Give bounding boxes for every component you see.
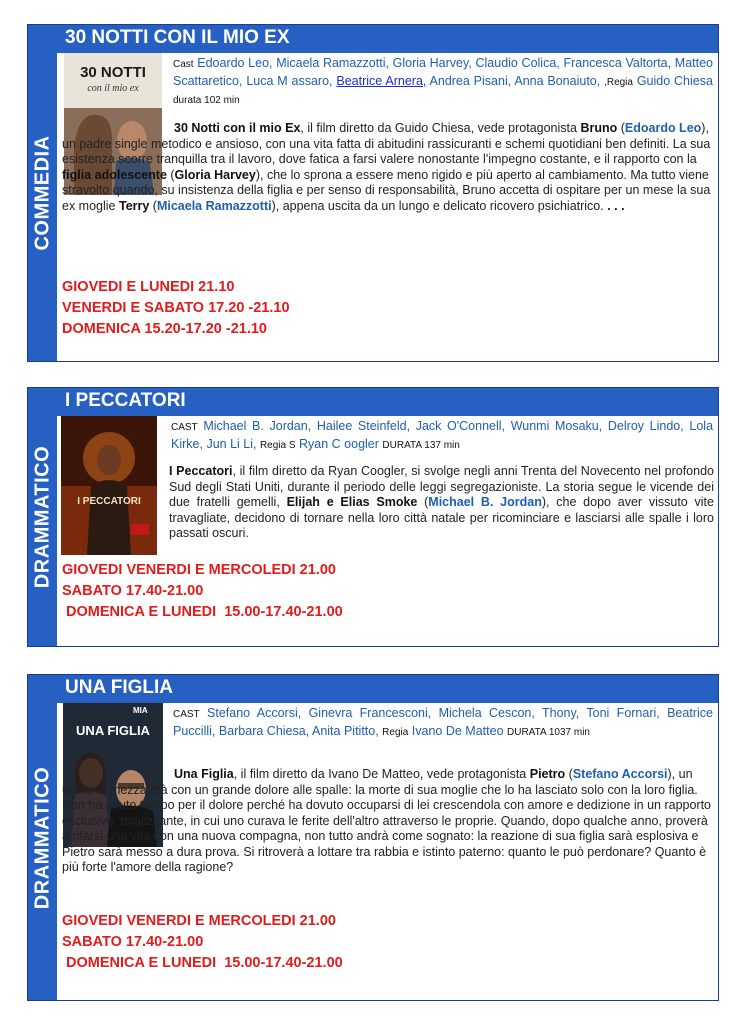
cast-member: Hailee Steinfeld, xyxy=(316,419,411,433)
cast-member: Claudio Colica, xyxy=(475,56,560,70)
plot-ellipsis: . . . xyxy=(603,198,625,213)
plot-film-title: I Peccatori xyxy=(169,464,233,478)
cast-member: Luca M assaro, xyxy=(246,74,333,88)
film-poster xyxy=(61,416,157,555)
director: Ivano De Matteo xyxy=(411,724,504,738)
schedule-line: DOMENICA 15.20-17.20 -21.10 xyxy=(62,321,267,337)
cast-member: Anita Pititto, xyxy=(311,724,379,738)
plot-fragment: ), che dopo aver vissuto vite travagliate, decidono di tornare nella loro città natale per ricominciare e lasciarsi alle spalle i loro passati oscuri. xyxy=(169,495,714,540)
poster-subtitle: con il mio ex xyxy=(87,83,139,94)
schedule xyxy=(62,560,343,623)
duration: DURATA 137 min xyxy=(382,440,460,451)
plot-fragment: ( xyxy=(166,167,175,182)
schedule-line: GIOVEDI VENERDI E MERCOLEDI 21.00 xyxy=(62,913,336,929)
cast-member: Toni Fornari, xyxy=(586,706,660,720)
genre-bar xyxy=(28,388,57,646)
plot-film-title: Una Figlia xyxy=(174,767,234,781)
schedule xyxy=(62,911,343,974)
cast-label: CAST xyxy=(173,709,200,720)
cast-member: Anna Bonaiuto, xyxy=(514,74,601,88)
regia-label: Regia S xyxy=(259,440,296,451)
cast-member: Beatrice Puccilli, xyxy=(173,706,713,738)
plot-film-title: 30 Notti con il mio Ex xyxy=(174,121,301,135)
schedule-line: DOMENICA E LUNEDI 15.00-17.40-21.00 xyxy=(62,604,343,620)
plot-fragment: ), che lo sprona a essere meno rigido e più aperto al cambiamento. Ma tutto viene stravolto quando, su insistenza della figlia e per senso di responsabilità, Bruno accetta di ospitare per un mese la sua ex moglie xyxy=(62,167,711,213)
genre-bar xyxy=(28,675,57,1000)
cast-member: Jack O'Connell, xyxy=(415,419,506,433)
plot-text xyxy=(169,464,714,542)
cast-member: Lola Kirke, xyxy=(171,419,714,451)
cast-member-link[interactable]: Beatrice Arnera, xyxy=(336,74,427,88)
schedule xyxy=(62,277,290,340)
poster-headline: 30 NOTTI xyxy=(80,64,146,81)
cast-member: Matteo Scattaretico, xyxy=(173,56,714,88)
plot-actor: Edoardo Leo xyxy=(624,121,702,135)
plot-actor: Michael B. Jordan xyxy=(428,495,542,509)
cast-member: Edoardo Leo, xyxy=(197,56,273,70)
schedule-line: DOMENICA E LUNEDI 15.00-17.40-21.00 xyxy=(62,955,343,971)
schedule-line: SABATO 17.40-21.00 xyxy=(62,934,204,950)
plot-fragment: ( xyxy=(565,767,573,781)
cast-label: CAST xyxy=(171,422,198,433)
duration: DURATA 1037 min xyxy=(507,727,590,738)
plot-fragment: , il film diretto da Ivano De Matteo, vede protagonista xyxy=(233,767,530,781)
film-title: I PECCATORI xyxy=(65,390,186,411)
cast-label: Cast xyxy=(173,59,194,70)
poster-headline: UNA FIGLIA xyxy=(76,723,150,738)
plot-fragment: , il film diretto da Ryan Coogler, si svolge negli anni Trenta del Novecento nel profondo Sud degli Stati Uniti, durante il periodo delle leggi segregazioniste. La storia segue le vicende dei due fratelli gemelli, xyxy=(169,464,714,509)
director: Ryan C oogler xyxy=(299,437,379,451)
cast-member: Andrea Pisani, xyxy=(429,74,512,88)
plot-text xyxy=(62,121,712,214)
film-title: 30 NOTTI CON IL MIO EX xyxy=(65,27,290,48)
plot-actor: Stefano Accorsi xyxy=(572,767,668,781)
plot-fragment: ( xyxy=(417,495,429,509)
genre-bar xyxy=(28,25,57,361)
cast-member: Michael B. Jordan, xyxy=(203,419,312,433)
regia-label: ,Regia xyxy=(604,77,633,88)
genre-label: DRAMMATICO xyxy=(31,766,53,909)
plot-character: Pietro xyxy=(529,767,566,781)
genre-label: DRAMMATICO xyxy=(31,445,53,589)
cast-block xyxy=(171,418,713,454)
duration: durata 102 min xyxy=(173,95,240,106)
plot-character: Bruno xyxy=(580,121,618,135)
cast-block xyxy=(173,55,713,109)
cast-member: Michela Cescon, xyxy=(438,706,535,720)
schedule-line: SABATO 17.40-21.00 xyxy=(62,583,204,599)
cast-member: Micaela Ramazzotti, xyxy=(276,56,389,70)
title-bar xyxy=(57,675,718,703)
plot-fragment: ( xyxy=(149,198,157,213)
plot-character: figlia adolescente xyxy=(62,167,167,182)
plot-fragment: , il film diretto da Guido Chiesa, vede protagonista xyxy=(300,121,581,135)
plot-fragment: ), un padre single metodico e ansioso, con una vita fatta di abitudini rassicuranti e schemi quotidiani ben definiti. La sua esistenza scorre tranquilla tra il lavoro, dove fatica a farsi valere nonostante l'impegno costante, e il rapporto con la xyxy=(62,121,711,166)
cast-member: Gloria Harvey, xyxy=(392,56,472,70)
poster-brand: MIA xyxy=(133,706,148,715)
cast-member: Barbara Chiesa, xyxy=(218,724,310,738)
plot-actor: Micaela Ramazzotti xyxy=(156,198,272,213)
plot-character: Terry xyxy=(118,198,150,213)
title-bar xyxy=(57,388,718,416)
plot-fragment: ( xyxy=(617,121,625,135)
cast-member: Jun Li Li, xyxy=(206,437,257,451)
plot-character: Elijah e Elias Smoke xyxy=(286,495,418,509)
plot-actor: Gloria Harvey xyxy=(174,167,256,182)
director: Guido Chiesa xyxy=(636,74,713,88)
cast-member: Stefano Accorsi, xyxy=(207,706,302,720)
schedule-line: VENERDI E SABATO 17.20 -21.10 xyxy=(62,300,290,316)
schedule-line: GIOVEDI E LUNEDI 21.10 xyxy=(62,279,235,295)
film-card-30-notti xyxy=(27,24,719,362)
film-card-una-figlia xyxy=(27,674,719,1001)
cast-member: Delroy Lindo, xyxy=(607,419,684,433)
poster-headline: I PECCATORI xyxy=(77,496,141,507)
film-card-i-peccatori xyxy=(27,387,719,647)
cast-member: Thony, xyxy=(541,706,580,720)
title-bar xyxy=(57,25,718,53)
schedule-line: GIOVEDI VENERDI E MERCOLEDI 21.00 xyxy=(62,562,336,578)
plot-fragment: ), un uomo di mezza età con un grande dolore alle spalle: la morte di sua moglie che lo ha lasciato solo con la loro figlia. Non ha avuto tempo per il dolore perché ha dovuto occuparsi di lei crescendola con amore e dedizione in un rapporto esclusivo, totalizzante, in cui uno curava le ferite dell'altro attraverso le proprie. Quando, dopo qualche anno, proverà a rifarsi una vita con una nuova compagna, non tutto andrà come sognato: la reazione di sua figlia sarà esplosiva e Pietro sarà messo a dura prova. Si ritroverà a lottare tra rabbia e istinto paterno: quanto le può perdonare? Quanto è più forte l'amore della ragione? xyxy=(62,767,712,874)
cast-member: Wunmi Mosaku, xyxy=(510,419,603,433)
cast-member: Francesca Valtorta, xyxy=(563,56,672,70)
plot-fragment: ), appena uscita da un lungo e delicato ricovero psichiatrico. xyxy=(271,198,604,213)
regia-label: Regia xyxy=(382,727,409,738)
cast-block xyxy=(173,705,713,741)
genre-label: COMMEDIA xyxy=(31,135,53,251)
cast-member: Ginevra Francesconi, xyxy=(308,706,432,720)
plot-text xyxy=(62,767,712,876)
film-title: UNA FIGLIA xyxy=(65,677,174,698)
